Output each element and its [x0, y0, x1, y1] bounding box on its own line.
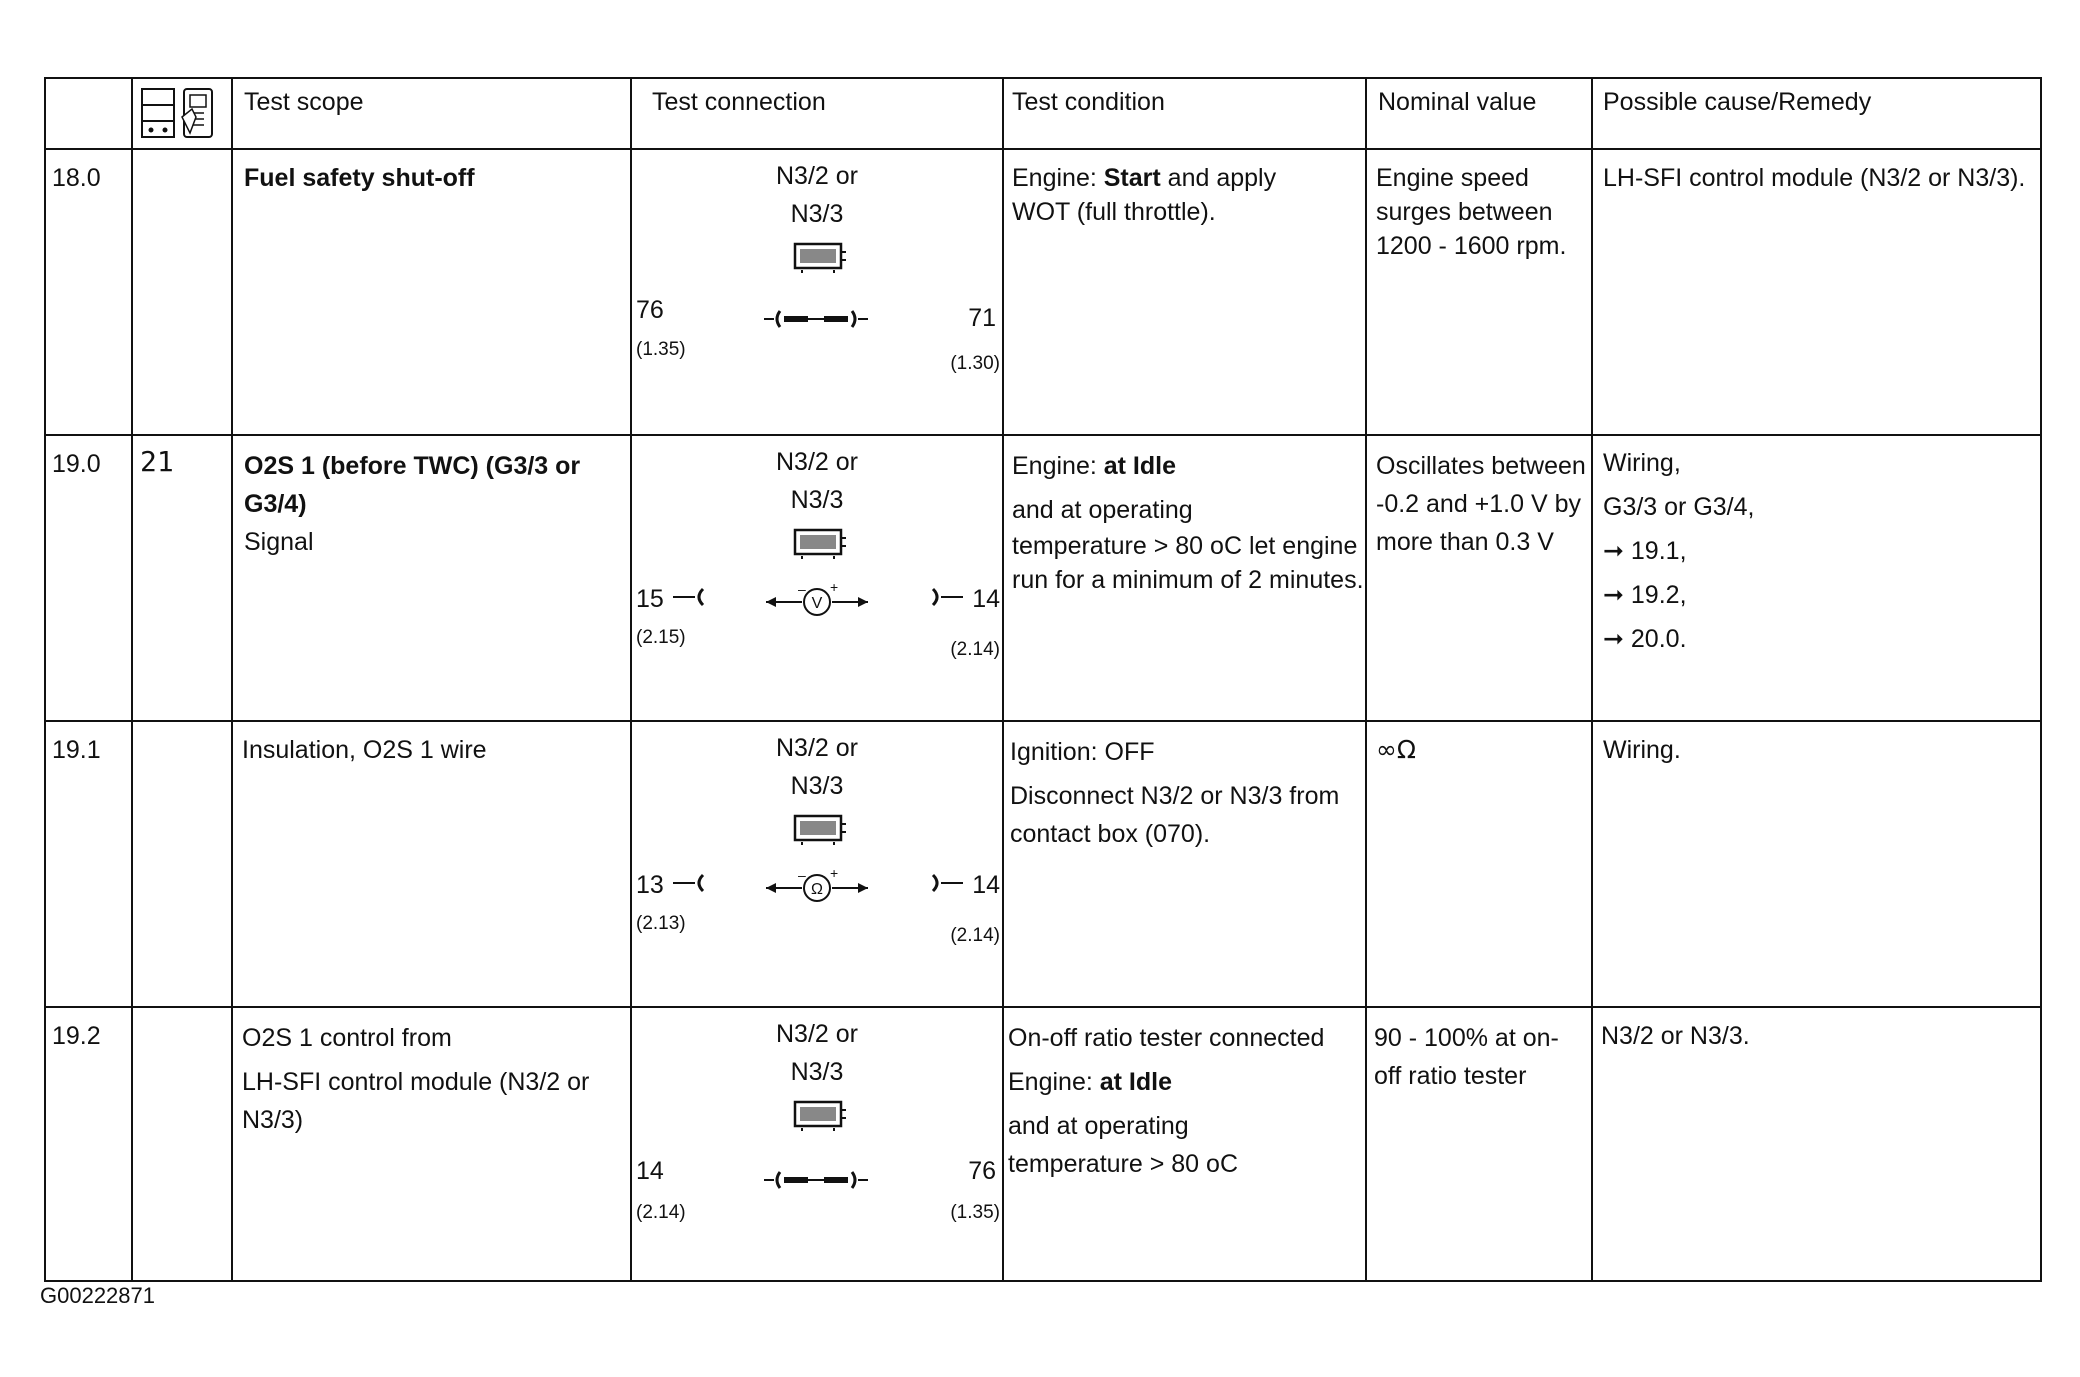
- possible-cause-list: [1603, 441, 2033, 661]
- condition-line: temperature > 80 oC let engine run for a minimum of 2 minutes.: [1012, 532, 1364, 594]
- cause-item-ref[interactable]: [1603, 573, 2033, 617]
- cause-item: Wiring,: [1603, 449, 1681, 477]
- svg-text:V: V: [811, 595, 823, 612]
- pin-right: [929, 585, 1000, 614]
- pin-right: [929, 871, 1000, 900]
- cause-item-ref[interactable]: [1603, 529, 2033, 573]
- jumper-cable-icon: [762, 304, 872, 334]
- nominal-value: Engine speed surges between 1200 - 1600 rpm.: [1376, 164, 1567, 260]
- ohmmeter-icon: [762, 866, 872, 906]
- probe-plug-icon: [929, 873, 965, 893]
- pin-left: 14: [636, 1157, 664, 1185]
- wire-size-right: (2.14): [950, 925, 1000, 946]
- grid-line: [1002, 77, 1004, 1282]
- control-module-icon: [792, 241, 848, 273]
- condition-text: Engine:: [1012, 164, 1104, 192]
- step-number: 19.2: [52, 1022, 101, 1050]
- test-connection: [632, 149, 1002, 434]
- condition-emphasis: at Idle: [1103, 452, 1176, 480]
- step-number: 18.0: [52, 164, 101, 192]
- cause-item-ref[interactable]: [1603, 617, 2033, 661]
- condition-line: Disconnect N3/2 or N3/3 from contact box (070).: [1010, 782, 1340, 848]
- test-condition: [1012, 447, 1364, 597]
- header-step: [44, 77, 131, 148]
- arrow-right-icon: ➞: [1603, 581, 1631, 609]
- figure-code: G00222871: [40, 1283, 155, 1308]
- grid-line: [44, 1006, 2042, 1008]
- step-number: 19.0: [52, 450, 101, 478]
- probe-plug-icon: [671, 873, 707, 893]
- wire-size-left: (2.15): [636, 627, 686, 648]
- test-scope: Insulation, O2S 1 wire: [242, 736, 487, 764]
- wire-size-right: (1.30): [950, 353, 1000, 374]
- header-test-connection: Test connection: [652, 88, 826, 116]
- module-label: N3/2 or: [776, 734, 858, 762]
- condition-text: and apply: [1160, 164, 1277, 192]
- pin-number: 15: [636, 585, 664, 613]
- test-condition: [1012, 161, 1357, 229]
- pin-left: [636, 871, 707, 900]
- test-connection: [632, 435, 1002, 720]
- pin-number: 14: [972, 871, 1000, 899]
- wire-size-left: (2.14): [636, 1202, 686, 1223]
- possible-cause: LH-SFI control module (N3/2 or N3/3).: [1603, 164, 2026, 192]
- multimeter-icon: [140, 87, 220, 141]
- scope-line: O2S 1 control from: [242, 1024, 452, 1052]
- wire-size-right: (1.35): [950, 1202, 1000, 1223]
- test-scope: Fuel safety shut-off: [244, 164, 475, 192]
- pin-number: 13: [636, 871, 664, 899]
- module-label: N3/3: [790, 486, 844, 514]
- header-nominal-value: Nominal value: [1378, 88, 1537, 116]
- cause-item: G3/3 or G3/4,: [1603, 493, 1755, 521]
- wire-size-left: (1.35): [636, 339, 686, 360]
- wire-size-right: (2.14): [950, 639, 1000, 660]
- module-label: N3/3: [790, 1058, 844, 1086]
- grid-line: [1365, 77, 1367, 1282]
- condition-line: temperature > 80 oC: [1008, 1150, 1238, 1178]
- pin-left: [636, 585, 707, 614]
- svg-text:Ω: Ω: [811, 881, 823, 898]
- condition-emphasis: at Idle: [1099, 1068, 1172, 1096]
- condition-text: Engine:: [1012, 452, 1104, 480]
- condition-line: On-off ratio tester connected: [1008, 1024, 1325, 1052]
- grid-line: [44, 148, 2042, 150]
- header-possible-cause: Possible cause/Remedy: [1603, 88, 1872, 116]
- jumper-cable-icon: [762, 1165, 872, 1195]
- test-connection: [632, 1007, 1002, 1282]
- step-number: 19.1: [52, 736, 101, 764]
- voltmeter-icon: [762, 580, 872, 620]
- possible-cause: N3/2 or N3/3.: [1601, 1022, 1750, 1050]
- control-module-icon: [792, 527, 848, 559]
- svg-text:+: +: [830, 580, 839, 595]
- pin-number: 14: [972, 585, 1000, 613]
- pin-right: 76: [968, 1157, 996, 1185]
- scope-subtitle: Signal: [244, 528, 314, 556]
- control-module-icon: [792, 1099, 848, 1131]
- nominal-value: ∞Ω: [1376, 735, 1416, 764]
- pin-left: 76: [636, 296, 664, 324]
- grid-line: [131, 77, 133, 1282]
- condition-line: and at operating: [1012, 496, 1193, 524]
- test-condition: [1008, 1019, 1365, 1183]
- module-label: N3/2 or: [776, 162, 858, 190]
- control-module-icon: [792, 813, 848, 845]
- scope-title: O2S 1 (before TWC) (G3/3 or G3/4): [244, 452, 581, 518]
- cause-ref-text: 19.1,: [1630, 537, 1687, 565]
- module-label: N3/2 or: [776, 448, 858, 476]
- condition-text: Engine:: [1008, 1068, 1100, 1096]
- tester-icons: [140, 87, 222, 142]
- module-label: N3/2 or: [776, 1020, 858, 1048]
- probe-plug-icon: [671, 587, 707, 607]
- test-scope: [244, 447, 624, 561]
- module-label: N3/3: [790, 772, 844, 800]
- pin-right: 71: [968, 304, 996, 332]
- condition-emphasis: Start: [1103, 164, 1161, 192]
- probe-plug-icon: [929, 587, 965, 607]
- test-scope: [242, 1019, 628, 1139]
- nominal-value: 90 - 100% at on-off ratio tester: [1374, 1024, 1559, 1090]
- possible-cause: Wiring.: [1603, 736, 1681, 764]
- grid-line: [44, 720, 2042, 722]
- scope-line: LH-SFI control module (N3/2 or N3/3): [242, 1068, 590, 1134]
- nominal-value: Oscillates between -0.2 and +1.0 V by more than 0.3 V: [1376, 452, 1586, 556]
- header-test-condition: Test condition: [1012, 88, 1165, 116]
- grid-line: [44, 434, 2042, 436]
- arrow-right-icon: ➞: [1603, 537, 1631, 565]
- fault-code: 21: [140, 445, 174, 478]
- grid-line: [231, 77, 233, 1282]
- arrow-right-icon: ➞: [1603, 625, 1631, 653]
- cause-ref-text: 20.0.: [1630, 625, 1687, 653]
- condition-line: [1012, 447, 1364, 485]
- diagnostic-table: [44, 77, 2042, 1282]
- wire-size-left: (2.13): [636, 913, 686, 934]
- cause-ref-text: 19.2,: [1630, 581, 1687, 609]
- grid-line: [1591, 77, 1593, 1282]
- condition-line: Ignition: OFF: [1010, 738, 1155, 766]
- svg-text:+: +: [830, 866, 839, 881]
- svg-text:–: –: [798, 867, 806, 883]
- condition-line: and at operating: [1008, 1112, 1189, 1140]
- condition-line: [1008, 1063, 1365, 1101]
- header-test-scope: Test scope: [244, 88, 364, 116]
- module-label: N3/3: [790, 200, 844, 228]
- svg-text:–: –: [798, 581, 806, 597]
- condition-text: WOT (full throttle).: [1012, 198, 1216, 226]
- test-condition: [1010, 733, 1360, 853]
- test-connection: [632, 721, 1002, 1006]
